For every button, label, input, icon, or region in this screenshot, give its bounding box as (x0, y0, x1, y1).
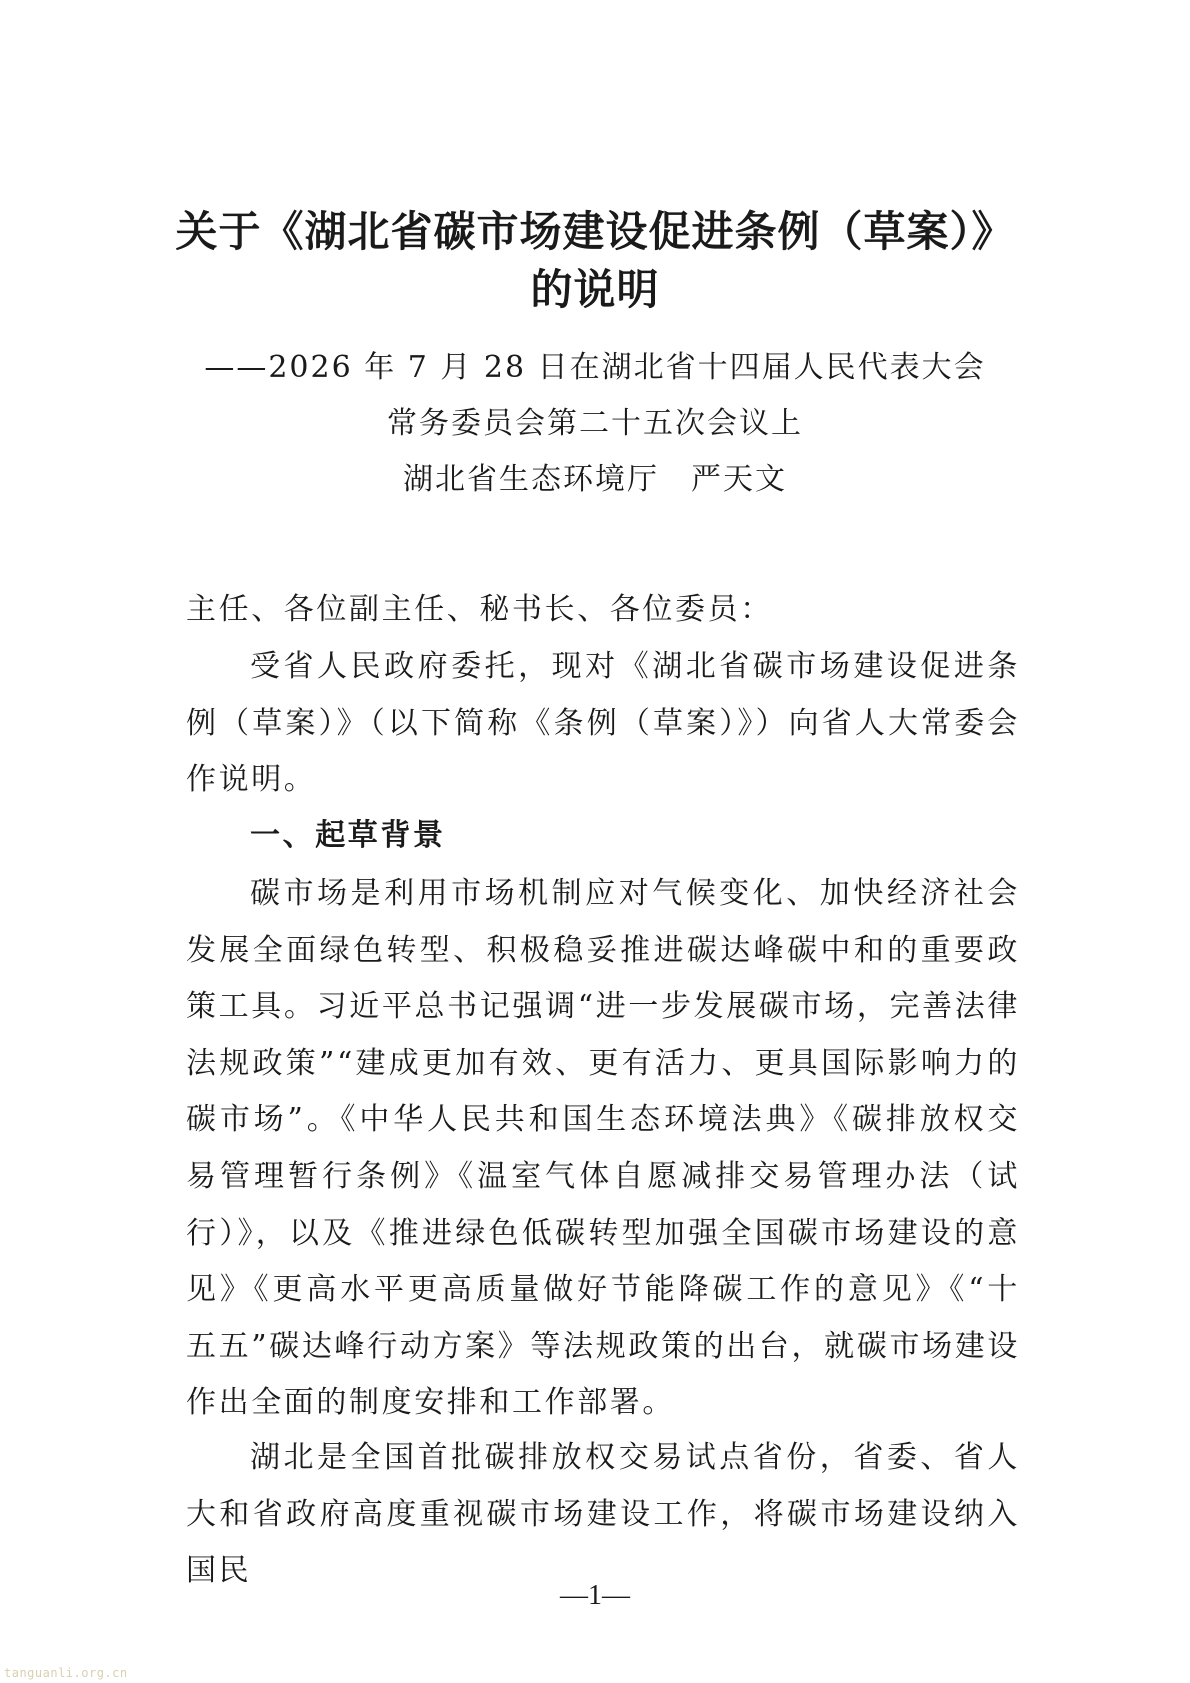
paragraph-background: 碳市场是利用市场机制应对气候变化、加快经济社会发展全面绿色转型、积极稳妥推进碳达峰碳中和的重要政策工具。习近平总书记强调“进一步发展碳市场，完善法律法规政策”“建成更加有效、更有活力、更具国际影响力的碳市场”。《中华人民共和国生态环境法典》《碳排放权交易管理暂行条例》《温室气体自愿减排交易管理办法（试行）》，以及《推进绿色低碳转型加强全国碳市场建设的意见》《更高水平更高质量做好节能降碳工作的意见》《“十五五”碳达峰行动方案》等法规政策的出台，就碳市场建设作出全面的制度安排和工作部署。 (186, 876, 1020, 1421)
paragraph-hubei: 湖北是全国首批碳排放权交易试点省份，省委、省人大和省政府高度重视碳市场建设工作，将碳市场建设纳入国民 (186, 1440, 1020, 1589)
paragraph-intro: 受省人民政府委托，现对《湖北省碳市场建设促进条例（草案）》（以下简称《条例（草案）》）向省人大常委会作说明。 (186, 649, 1020, 798)
document-title-line2: 的说明 (530, 265, 660, 314)
subtitle-line1: ——2026 年 7 月 28 日在湖北省十四届人民代表大会 (204, 350, 986, 385)
page-number: —1— (560, 1580, 630, 1611)
subtitle-line2: 常务委员会第二十五次会议上 (387, 406, 803, 441)
document-title-line1: 关于《湖北省碳市场建设促进条例（草案）》 (175, 207, 1015, 256)
watermark-text: tanguanli.org.cn (4, 1666, 128, 1680)
salutation: 主任、各位副主任、秘书长、各位委员： (186, 592, 773, 627)
author-line: 湖北省生态环境厅 严天文 (403, 462, 787, 497)
section-heading: 一、起草背景 (250, 818, 446, 853)
